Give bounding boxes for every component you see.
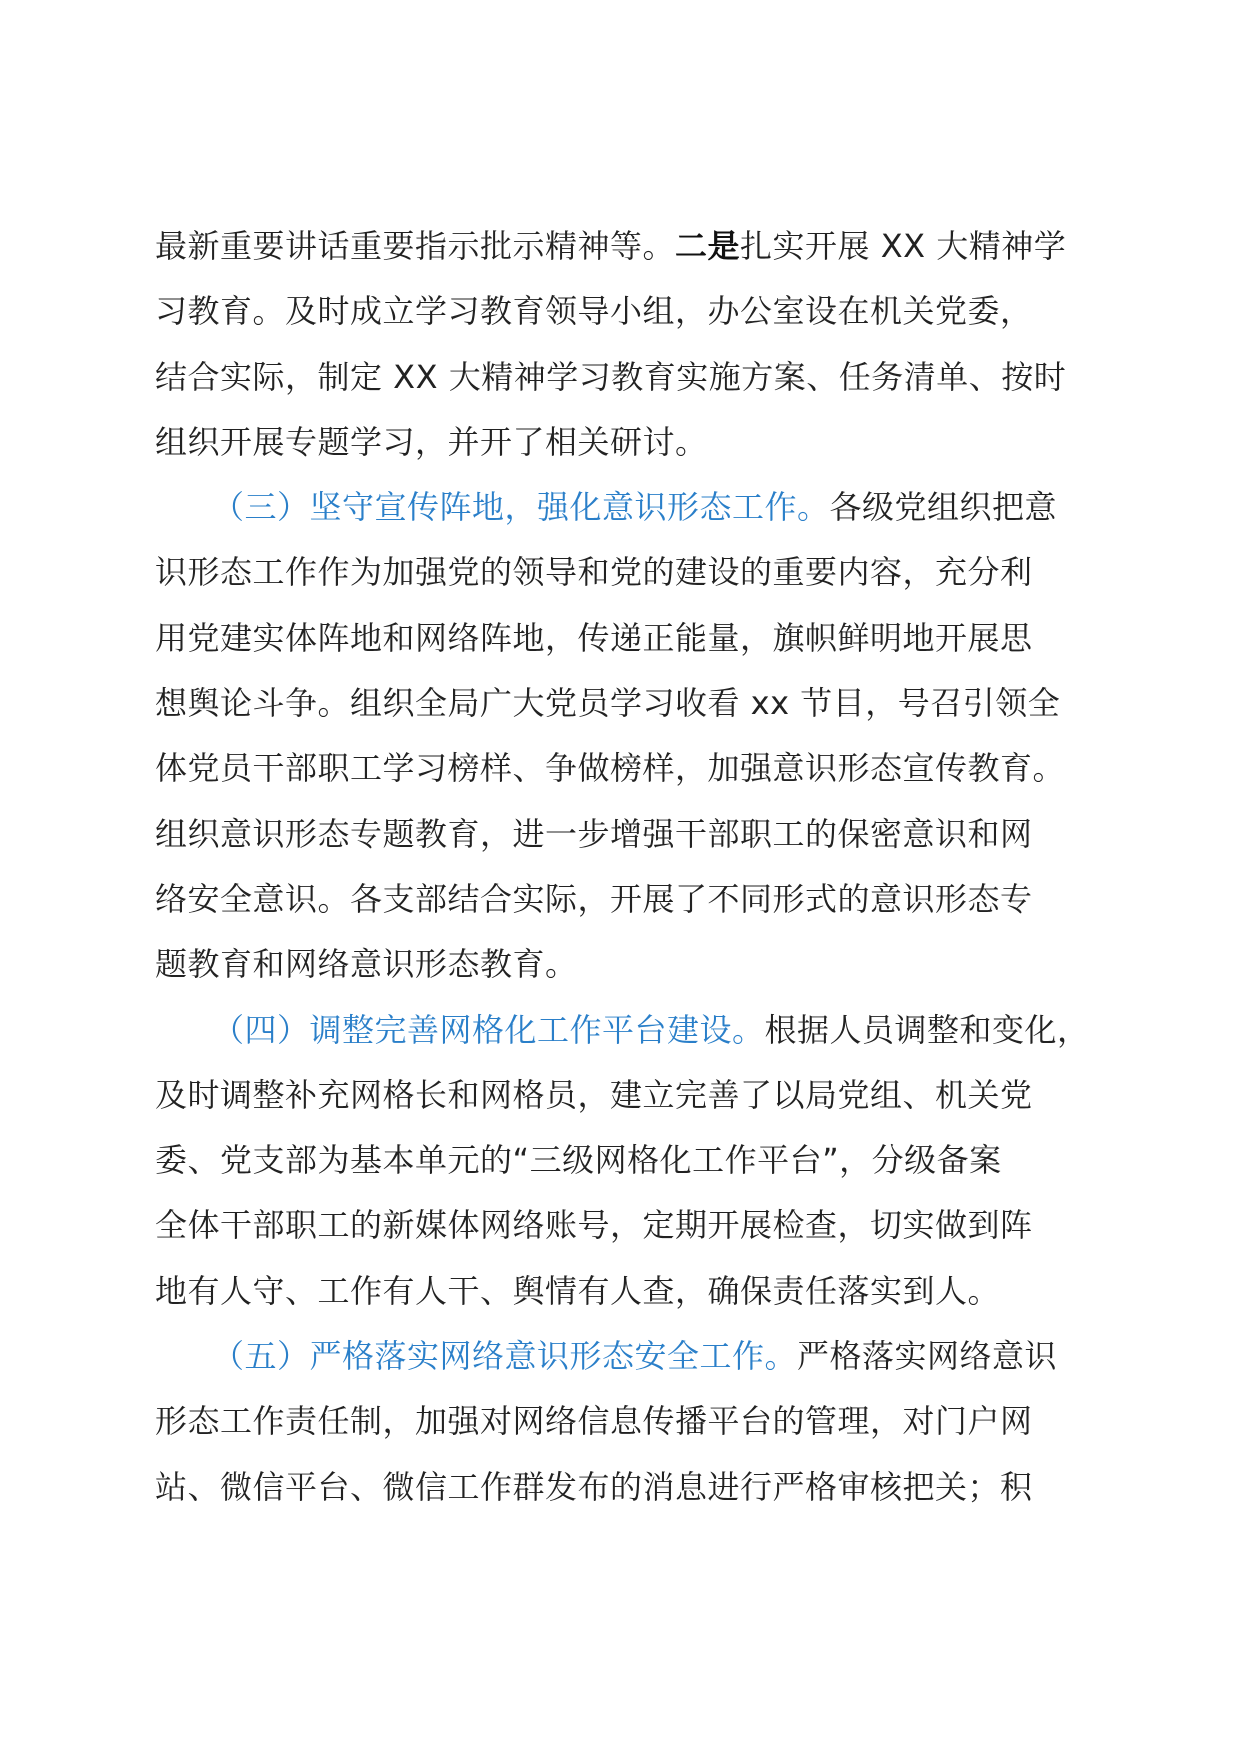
body-text: 严格落实网络意识 [797,1337,1058,1376]
body-text-line [155,410,1115,475]
body-text-line [155,540,1115,605]
section-heading: （四）调整完善网格化工作平台建设。 [212,1010,765,1049]
body-text-line [155,1389,1115,1454]
body-text: 站、微信平台、微信工作群发布的消息进行严格审核把关；积 [155,1467,1033,1506]
body-text: 体党员干部职工学习榜样、争做榜样，加强意识形态宣传教育。 [155,749,1066,788]
body-text: 地有人守、工作有人干、舆情有人查，确保责任落实到人。 [155,1271,1001,1310]
body-text: 扎实开展 XX 大精神学 [740,227,1067,265]
body-text: 结合实际，制定 XX 大精神学习教育实施方案、任务清单、按时 [155,357,1067,396]
body-text-line [155,671,1115,736]
body-text-line [155,1259,1115,1324]
body-text-line [155,345,1115,410]
emphasis-text: 二是 [675,227,741,265]
body-text-line [155,867,1115,932]
body-text: 根据人员调整和变化， [764,1010,1090,1049]
body-text: 识形态工作作为加强党的领导和党的建设的重要内容，充分利 [155,553,1033,592]
body-text: 络安全意识。各支部结合实际，开展了不同形式的意识形态专 [155,879,1033,918]
body-text: 想舆论斗争。组织全局广大党员学习收看 xx 节目，号召引领全 [155,684,1061,723]
section-heading-line [155,1324,1115,1389]
body-text-line [155,1063,1115,1128]
body-text: 最新重要讲话重要指示批示精神等。 [155,227,676,265]
body-text: 各级党组织把意 [829,488,1058,527]
body-text-line [155,1193,1115,1258]
body-text-line [155,1128,1115,1193]
body-text: 组织开展专题学习，并开了相关研讨。 [155,422,708,461]
body-text-line [155,606,1115,671]
body-text: 用党建实体阵地和网络阵地，传递正能量，旗帜鲜明地开展思 [155,618,1033,657]
section-heading-line [155,998,1115,1063]
body-text: 组织意识形态专题教育，进一步增强干部职工的保密意识和网 [155,814,1033,853]
body-text-line [155,736,1115,801]
body-text: 习教育。及时成立学习教育领导小组，办公室设在机关党委， [155,292,1033,331]
body-text: 全体干部职工的新媒体网络账号，定期开展检查，切实做到阵 [155,1206,1033,1245]
section-heading: （五）严格落实网络意识形态安全工作。 [212,1337,798,1376]
section-heading: （三）坚守宣传阵地，强化意识形态工作。 [212,488,830,527]
body-text-line [155,214,1115,279]
body-text: 题教育和网络意识形态教育。 [155,945,578,984]
document-body [155,214,1115,1520]
body-text-line [155,802,1115,867]
body-text: 委、党支部为基本单元的“三级网格化工作平台”，分级备案 [155,1141,1002,1180]
section-heading-line [155,475,1115,540]
body-text-line [155,932,1115,997]
body-text: 及时调整补充网格长和网格员，建立完善了以局党组、机关党 [155,1075,1033,1114]
body-text-line [155,279,1115,344]
body-text-line [155,1455,1115,1520]
body-text: 形态工作责任制，加强对网络信息传播平台的管理，对门户网 [155,1402,1033,1441]
